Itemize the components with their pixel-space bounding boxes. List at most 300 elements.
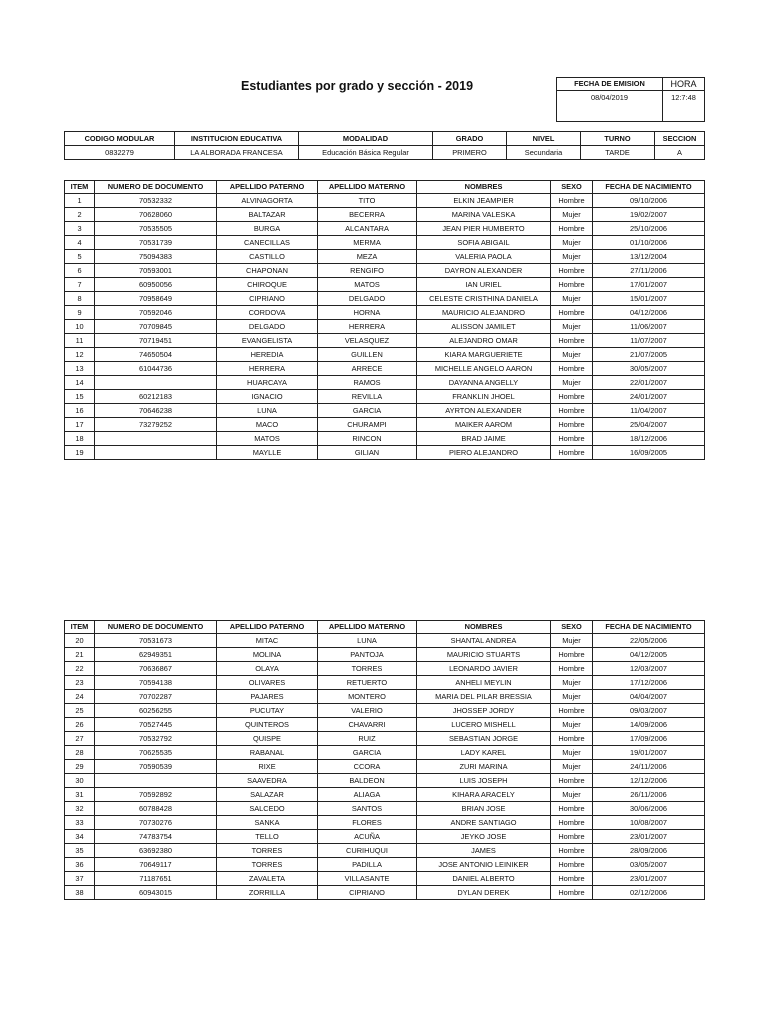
section-info-table (64, 131, 705, 160)
cell-nombres: MICHELLE ANGELO AARON (417, 362, 551, 376)
cell-apellido-materno: ACUÑA (318, 830, 417, 844)
table-row (65, 404, 705, 418)
cell-fecha-nacimiento: 09/10/2006 (593, 194, 705, 208)
students-header-row (65, 621, 705, 634)
cell-apellido-paterno: HERRERA (217, 362, 318, 376)
cell-item: 34 (65, 830, 95, 844)
cell-item: 23 (65, 676, 95, 690)
header-item: ITEM (65, 181, 95, 194)
header-fecha-nacimiento: FECHA DE NACIMIENTO (593, 181, 705, 194)
cell-sexo: Mujer (551, 760, 593, 774)
header-fecha-nacimiento: FECHA DE NACIMIENTO (593, 621, 705, 634)
cell-documento: 70646238 (95, 404, 217, 418)
cell-sexo: Mujer (551, 634, 593, 648)
table-row (65, 844, 705, 858)
cell-nombres: LADY KAREL (417, 746, 551, 760)
cell-apellido-paterno: ALVINAGORTA (217, 194, 318, 208)
table-row (65, 320, 705, 334)
header-sexo: SEXO (551, 621, 593, 634)
cell-apellido-materno: GILIAN (318, 446, 417, 460)
cell-apellido-paterno: OLIVARES (217, 676, 318, 690)
cell-apellido-materno: CHAVARRI (318, 718, 417, 732)
cell-nombres: LUIS JOSEPH (417, 774, 551, 788)
hora-value: 12:7:48 (663, 91, 705, 122)
cell-item: 9 (65, 306, 95, 320)
table-row (65, 334, 705, 348)
cell-documento: 70593001 (95, 264, 217, 278)
cell-sexo: Mujer (551, 236, 593, 250)
header-apellido-paterno: APELLIDO PATERNO (217, 181, 318, 194)
table-row (65, 236, 705, 250)
cell-nombres: DAYRON ALEXANDER (417, 264, 551, 278)
table-row (65, 648, 705, 662)
cell-nombres: JOSE ANTONIO LEINIKER (417, 858, 551, 872)
cell-fecha-nacimiento: 16/09/2005 (593, 446, 705, 460)
cell-apellido-paterno: SANKA (217, 816, 318, 830)
cell-fecha-nacimiento: 27/11/2006 (593, 264, 705, 278)
table-row (65, 718, 705, 732)
cell-item: 24 (65, 690, 95, 704)
info-header-grado: GRADO (433, 132, 507, 146)
cell-nombres: MARINA VALESKA (417, 208, 551, 222)
cell-sexo: Mujer (551, 690, 593, 704)
table-row (65, 362, 705, 376)
cell-apellido-materno: MEZA (318, 250, 417, 264)
cell-apellido-paterno: QUINTEROS (217, 718, 318, 732)
table-row (65, 802, 705, 816)
cell-sexo: Hombre (551, 306, 593, 320)
cell-apellido-paterno: SAAVEDRA (217, 774, 318, 788)
cell-documento: 70636867 (95, 662, 217, 676)
cell-item: 28 (65, 746, 95, 760)
cell-sexo: Mujer (551, 718, 593, 732)
cell-documento: 70527445 (95, 718, 217, 732)
cell-sexo: Hombre (551, 886, 593, 900)
cell-apellido-paterno: ZORRILLA (217, 886, 318, 900)
cell-documento: 60950056 (95, 278, 217, 292)
cell-documento: 70628060 (95, 208, 217, 222)
cell-documento: 70958649 (95, 292, 217, 306)
cell-documento: 60943015 (95, 886, 217, 900)
cell-apellido-materno: MATOS (318, 278, 417, 292)
cell-apellido-paterno: CORDOVA (217, 306, 318, 320)
cell-apellido-paterno: CANECILLAS (217, 236, 318, 250)
cell-apellido-materno: MONTERO (318, 690, 417, 704)
table-row (65, 446, 705, 460)
cell-documento: 70625535 (95, 746, 217, 760)
cell-item: 25 (65, 704, 95, 718)
cell-documento: 70649117 (95, 858, 217, 872)
cell-item: 4 (65, 236, 95, 250)
cell-apellido-paterno: PAJARES (217, 690, 318, 704)
table-row (65, 662, 705, 676)
cell-apellido-materno: TITO (318, 194, 417, 208)
cell-nombres: JHOSSEP JORDY (417, 704, 551, 718)
cell-fecha-nacimiento: 26/11/2006 (593, 788, 705, 802)
cell-nombres: JAMES (417, 844, 551, 858)
cell-item: 21 (65, 648, 95, 662)
cell-fecha-nacimiento: 19/02/2007 (593, 208, 705, 222)
cell-item: 22 (65, 662, 95, 676)
info-header-seccion: SECCION (655, 132, 705, 146)
table-row (65, 746, 705, 760)
cell-fecha-nacimiento: 22/05/2006 (593, 634, 705, 648)
cell-item: 35 (65, 844, 95, 858)
cell-item: 14 (65, 376, 95, 390)
cell-sexo: Hombre (551, 802, 593, 816)
cell-documento: 73279252 (95, 418, 217, 432)
cell-apellido-paterno: HEREDIA (217, 348, 318, 362)
cell-apellido-materno: DELGADO (318, 292, 417, 306)
cell-fecha-nacimiento: 09/03/2007 (593, 704, 705, 718)
cell-fecha-nacimiento: 28/09/2006 (593, 844, 705, 858)
cell-nombres: JEAN PIER HUMBERTO (417, 222, 551, 236)
students-table-1 (64, 180, 705, 460)
cell-nombres: PIERO ALEJANDRO (417, 446, 551, 460)
cell-item: 26 (65, 718, 95, 732)
cell-apellido-paterno: MOLINA (217, 648, 318, 662)
info-header-nivel: NIVEL (507, 132, 581, 146)
cell-item: 10 (65, 320, 95, 334)
cell-apellido-paterno: BALTAZAR (217, 208, 318, 222)
cell-apellido-paterno: MATOS (217, 432, 318, 446)
cell-nombres: MAURICIO STUARTS (417, 648, 551, 662)
cell-nombres: BRIAN JOSE (417, 802, 551, 816)
cell-item: 17 (65, 418, 95, 432)
cell-fecha-nacimiento: 15/01/2007 (593, 292, 705, 306)
info-seccion: A (655, 146, 705, 160)
hora-header: HORA (663, 78, 705, 91)
cell-apellido-materno: VILLASANTE (318, 872, 417, 886)
cell-nombres: MARIA DEL PILAR BRESSIA (417, 690, 551, 704)
cell-apellido-paterno: CHIROQUE (217, 278, 318, 292)
cell-documento: 70709845 (95, 320, 217, 334)
cell-item: 13 (65, 362, 95, 376)
info-institucion: LA ALBORADA FRANCESA (175, 146, 299, 160)
cell-documento: 75094383 (95, 250, 217, 264)
students-table-2 (64, 620, 705, 900)
cell-sexo: Hombre (551, 446, 593, 460)
cell-fecha-nacimiento: 17/09/2006 (593, 732, 705, 746)
cell-nombres: DYLAN DEREK (417, 886, 551, 900)
cell-nombres: SHANTAL ANDREA (417, 634, 551, 648)
cell-fecha-nacimiento: 24/01/2007 (593, 390, 705, 404)
cell-sexo: Mujer (551, 376, 593, 390)
cell-documento: 62949351 (95, 648, 217, 662)
cell-fecha-nacimiento: 24/11/2006 (593, 760, 705, 774)
page-title: Estudiantes por grado y sección - 2019 (241, 79, 474, 93)
table-row (65, 830, 705, 844)
cell-nombres: DANIEL ALBERTO (417, 872, 551, 886)
cell-nombres: ALEJANDRO OMAR (417, 334, 551, 348)
table-row (65, 222, 705, 236)
cell-nombres: AYRTON ALEXANDER (417, 404, 551, 418)
cell-item: 37 (65, 872, 95, 886)
cell-sexo: Hombre (551, 858, 593, 872)
cell-nombres: CELESTE CRISTHINA DANIELA (417, 292, 551, 306)
cell-nombres: SOFIA ABIGAIL (417, 236, 551, 250)
table-row (65, 816, 705, 830)
cell-nombres: VALERIA PAOLA (417, 250, 551, 264)
cell-apellido-paterno: BURGA (217, 222, 318, 236)
table-row (65, 634, 705, 648)
cell-item: 3 (65, 222, 95, 236)
info-header-codigo: CODIGO MODULAR (65, 132, 175, 146)
table-row (65, 432, 705, 446)
cell-sexo: Hombre (551, 704, 593, 718)
info-grado: PRIMERO (433, 146, 507, 160)
cell-fecha-nacimiento: 13/12/2004 (593, 250, 705, 264)
cell-nombres: SEBASTIAN JORGE (417, 732, 551, 746)
cell-documento: 61044736 (95, 362, 217, 376)
cell-apellido-paterno: TORRES (217, 844, 318, 858)
table-row (65, 376, 705, 390)
info-turno: TARDE (581, 146, 655, 160)
cell-fecha-nacimiento: 03/05/2007 (593, 858, 705, 872)
cell-documento: 70535505 (95, 222, 217, 236)
cell-apellido-materno: VALERIO (318, 704, 417, 718)
cell-nombres: KIHARA ARACELY (417, 788, 551, 802)
table-row (65, 886, 705, 900)
cell-fecha-nacimiento: 17/12/2006 (593, 676, 705, 690)
cell-apellido-materno: LUNA (318, 634, 417, 648)
cell-apellido-paterno: TORRES (217, 858, 318, 872)
cell-fecha-nacimiento: 12/12/2006 (593, 774, 705, 788)
cell-sexo: Mujer (551, 292, 593, 306)
table-row (65, 788, 705, 802)
cell-nombres: KIARA MARGUERIETE (417, 348, 551, 362)
cell-apellido-materno: BALDEON (318, 774, 417, 788)
cell-item: 18 (65, 432, 95, 446)
cell-apellido-paterno: QUISPE (217, 732, 318, 746)
table-row (65, 418, 705, 432)
cell-apellido-paterno: EVANGELISTA (217, 334, 318, 348)
cell-documento: 74650504 (95, 348, 217, 362)
cell-apellido-paterno: LUNA (217, 404, 318, 418)
cell-nombres: BRAD JAIME (417, 432, 551, 446)
cell-apellido-paterno: CASTILLO (217, 250, 318, 264)
cell-fecha-nacimiento: 23/01/2007 (593, 872, 705, 886)
cell-fecha-nacimiento: 04/04/2007 (593, 690, 705, 704)
fecha-emision-value: 08/04/2019 (557, 91, 663, 122)
header-apellido-materno: APELLIDO MATERNO (318, 621, 417, 634)
cell-item: 20 (65, 634, 95, 648)
cell-apellido-paterno: ZAVALETA (217, 872, 318, 886)
cell-nombres: IAN URIEL (417, 278, 551, 292)
cell-apellido-materno: CCORA (318, 760, 417, 774)
cell-nombres: ANHELI MEYLIN (417, 676, 551, 690)
cell-documento: 70592892 (95, 788, 217, 802)
cell-fecha-nacimiento: 17/01/2007 (593, 278, 705, 292)
cell-documento (95, 446, 217, 460)
cell-nombres: JEYKO JOSE (417, 830, 551, 844)
cell-documento: 70730276 (95, 816, 217, 830)
cell-sexo: Hombre (551, 278, 593, 292)
cell-apellido-paterno: CHAPONAN (217, 264, 318, 278)
cell-apellido-materno: GUILLEN (318, 348, 417, 362)
cell-item: 2 (65, 208, 95, 222)
cell-sexo: Mujer (551, 348, 593, 362)
table-row (65, 690, 705, 704)
cell-sexo: Hombre (551, 362, 593, 376)
fecha-emision-header: FECHA DE EMISION (557, 78, 663, 91)
header-apellido-materno: APELLIDO MATERNO (318, 181, 417, 194)
cell-fecha-nacimiento: 04/12/2005 (593, 648, 705, 662)
cell-apellido-paterno: CIPRIANO (217, 292, 318, 306)
cell-nombres: ELKIN JEAMPIER (417, 194, 551, 208)
cell-documento (95, 376, 217, 390)
cell-sexo: Hombre (551, 334, 593, 348)
table-row (65, 390, 705, 404)
cell-fecha-nacimiento: 10/08/2007 (593, 816, 705, 830)
table-row (65, 250, 705, 264)
cell-apellido-materno: GARCIA (318, 746, 417, 760)
cell-apellido-paterno: PUCUTAY (217, 704, 318, 718)
cell-fecha-nacimiento: 01/10/2006 (593, 236, 705, 250)
cell-sexo: Hombre (551, 264, 593, 278)
cell-sexo: Hombre (551, 872, 593, 886)
cell-fecha-nacimiento: 11/06/2007 (593, 320, 705, 334)
cell-documento: 70531739 (95, 236, 217, 250)
cell-item: 33 (65, 816, 95, 830)
table-row (65, 732, 705, 746)
cell-apellido-materno: ARRECE (318, 362, 417, 376)
cell-fecha-nacimiento: 23/01/2007 (593, 830, 705, 844)
cell-apellido-paterno: OLAYA (217, 662, 318, 676)
cell-sexo: Hombre (551, 774, 593, 788)
cell-apellido-materno: CIPRIANO (318, 886, 417, 900)
info-header-modalidad: MODALIDAD (299, 132, 433, 146)
cell-fecha-nacimiento: 19/01/2007 (593, 746, 705, 760)
cell-item: 32 (65, 802, 95, 816)
cell-documento: 70532792 (95, 732, 217, 746)
cell-nombres: LUCERO MISHELL (417, 718, 551, 732)
table-row (65, 348, 705, 362)
cell-apellido-materno: REVILLA (318, 390, 417, 404)
cell-documento: 70531673 (95, 634, 217, 648)
cell-item: 27 (65, 732, 95, 746)
cell-item: 6 (65, 264, 95, 278)
cell-apellido-materno: BECERRA (318, 208, 417, 222)
cell-sexo: Hombre (551, 418, 593, 432)
cell-documento: 60212183 (95, 390, 217, 404)
cell-apellido-paterno: MITAC (217, 634, 318, 648)
cell-apellido-materno: HORNA (318, 306, 417, 320)
cell-documento (95, 432, 217, 446)
cell-documento: 60256255 (95, 704, 217, 718)
cell-sexo: Hombre (551, 648, 593, 662)
cell-nombres: ZURI MARINA (417, 760, 551, 774)
cell-apellido-paterno: IGNACIO (217, 390, 318, 404)
cell-fecha-nacimiento: 11/07/2007 (593, 334, 705, 348)
cell-apellido-paterno: MACO (217, 418, 318, 432)
info-header-turno: TURNO (581, 132, 655, 146)
cell-sexo: Mujer (551, 250, 593, 264)
cell-apellido-paterno: SALAZAR (217, 788, 318, 802)
cell-sexo: Mujer (551, 208, 593, 222)
header-apellido-paterno: APELLIDO PATERNO (217, 621, 318, 634)
cell-sexo: Hombre (551, 432, 593, 446)
cell-fecha-nacimiento: 25/04/2007 (593, 418, 705, 432)
cell-nombres: MAIKER AAROM (417, 418, 551, 432)
table-row (65, 264, 705, 278)
students-header-row (65, 181, 705, 194)
cell-apellido-materno: RETUERTO (318, 676, 417, 690)
cell-documento: 74783754 (95, 830, 217, 844)
cell-sexo: Mujer (551, 788, 593, 802)
cell-apellido-materno: RINCON (318, 432, 417, 446)
cell-apellido-materno: VELASQUEZ (318, 334, 417, 348)
cell-apellido-materno: CHURAMPI (318, 418, 417, 432)
header-documento: NUMERO DE DOCUMENTO (95, 621, 217, 634)
cell-documento: 70719451 (95, 334, 217, 348)
cell-documento: 63692380 (95, 844, 217, 858)
cell-apellido-materno: MERMA (318, 236, 417, 250)
cell-sexo: Hombre (551, 404, 593, 418)
cell-sexo: Hombre (551, 222, 593, 236)
cell-sexo: Hombre (551, 732, 593, 746)
cell-fecha-nacimiento: 18/12/2006 (593, 432, 705, 446)
cell-fecha-nacimiento: 04/12/2006 (593, 306, 705, 320)
cell-apellido-materno: SANTOS (318, 802, 417, 816)
cell-item: 29 (65, 760, 95, 774)
cell-apellido-materno: TORRES (318, 662, 417, 676)
cell-documento: 71187651 (95, 872, 217, 886)
cell-sexo: Hombre (551, 662, 593, 676)
cell-sexo: Mujer (551, 676, 593, 690)
cell-item: 8 (65, 292, 95, 306)
cell-documento: 60788428 (95, 802, 217, 816)
cell-documento: 70592046 (95, 306, 217, 320)
cell-apellido-materno: ALIAGA (318, 788, 417, 802)
cell-apellido-materno: PANTOJA (318, 648, 417, 662)
cell-documento: 70532332 (95, 194, 217, 208)
header-nombres: NOMBRES (417, 621, 551, 634)
table-row (65, 194, 705, 208)
cell-apellido-paterno: MAYLLE (217, 446, 318, 460)
cell-item: 38 (65, 886, 95, 900)
table-row (65, 676, 705, 690)
cell-nombres: MAURICIO ALEJANDRO (417, 306, 551, 320)
cell-apellido-paterno: RABANAL (217, 746, 318, 760)
cell-fecha-nacimiento: 11/04/2007 (593, 404, 705, 418)
cell-sexo: Hombre (551, 194, 593, 208)
cell-sexo: Hombre (551, 390, 593, 404)
cell-apellido-paterno: HUARCAYA (217, 376, 318, 390)
cell-documento: 70590539 (95, 760, 217, 774)
cell-fecha-nacimiento: 30/06/2006 (593, 802, 705, 816)
table-row (65, 872, 705, 886)
header-documento: NUMERO DE DOCUMENTO (95, 181, 217, 194)
cell-apellido-paterno: TELLO (217, 830, 318, 844)
cell-sexo: Mujer (551, 746, 593, 760)
table-row (65, 858, 705, 872)
cell-item: 15 (65, 390, 95, 404)
cell-apellido-paterno: DELGADO (217, 320, 318, 334)
cell-nombres: LEONARDO JAVIER (417, 662, 551, 676)
table-row (65, 760, 705, 774)
cell-apellido-paterno: RIXE (217, 760, 318, 774)
cell-item: 30 (65, 774, 95, 788)
cell-item: 1 (65, 194, 95, 208)
cell-fecha-nacimiento: 25/10/2006 (593, 222, 705, 236)
cell-nombres: DAYANNA ANGELLY (417, 376, 551, 390)
table-row (65, 704, 705, 718)
cell-sexo: Hombre (551, 844, 593, 858)
cell-apellido-materno: CURIHUQUI (318, 844, 417, 858)
cell-fecha-nacimiento: 02/12/2006 (593, 886, 705, 900)
emission-table (556, 77, 705, 122)
